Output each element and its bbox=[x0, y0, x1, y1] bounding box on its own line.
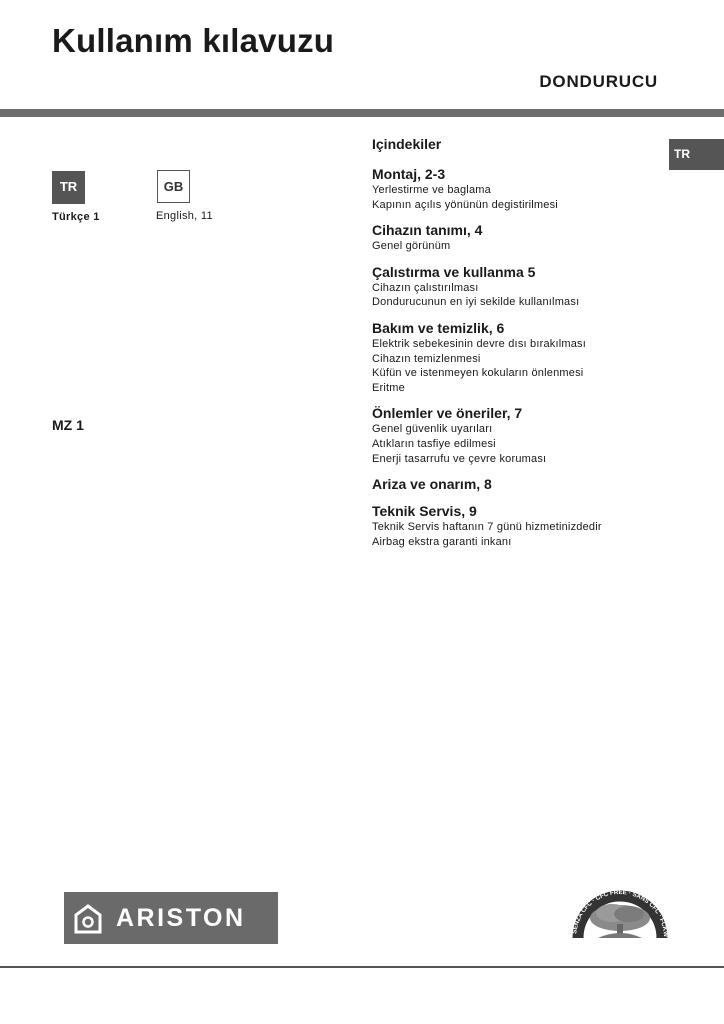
toc-item: Elektrik sebekesinin devre dısı bırakılması bbox=[372, 337, 587, 350]
cfc-free-badge bbox=[568, 876, 672, 946]
document-subtitle: DONDURUCU bbox=[539, 72, 658, 91]
model-label: MZ 1 bbox=[52, 417, 84, 433]
table-of-contents bbox=[372, 136, 692, 558]
cfc-free-tree-icon bbox=[568, 876, 672, 946]
toc-item: Teknik Servis haftanın 7 günü hizmetinizdedir bbox=[372, 521, 602, 534]
language-badge-tr: TR bbox=[52, 171, 85, 204]
toc-section-title: Çalıstırma ve kullanma 5 bbox=[372, 263, 536, 280]
document-title: Kullanım kılavuzu bbox=[52, 22, 335, 59]
header-divider bbox=[0, 109, 724, 117]
toc-item: Atıkların tasfiye edilmesi bbox=[372, 437, 496, 450]
toc-section bbox=[372, 475, 692, 493]
toc-section-title: Bakım ve temizlik, 6 bbox=[372, 319, 505, 336]
language-label-tr: Türkçe 1 bbox=[52, 211, 100, 223]
language-badge-gb: GB bbox=[157, 170, 190, 203]
toc-section-title: Cihazın tanımı, 4 bbox=[372, 222, 483, 239]
footer-divider bbox=[0, 966, 724, 968]
logo-wordmark: ARISTON bbox=[116, 904, 246, 932]
toc-item: Yerlestirme ve baglama bbox=[372, 184, 491, 196]
house-icon bbox=[74, 904, 102, 934]
toc-section-title: Ariza ve onarım, 8 bbox=[372, 476, 492, 493]
toc-section bbox=[372, 404, 692, 466]
toc-section bbox=[372, 165, 692, 212]
toc-section-title: Montaj, 2-3 bbox=[372, 166, 446, 182]
toc-section-title: Önlemler ve öneriler, 7 bbox=[372, 405, 523, 422]
toc-item: Genel görünüm bbox=[372, 240, 451, 253]
svg-text:SENZA CFC · CFC FREE · SANS CF: SENZA CFC · CFC FREE · SANS CFC · FCKW bbox=[571, 888, 670, 938]
toc-item: Enerji tasarrufu ve çevre koruması bbox=[372, 452, 547, 465]
toc-section bbox=[372, 221, 692, 254]
toc-section bbox=[372, 502, 692, 549]
toc-section-title: Teknik Servis, 9 bbox=[372, 503, 477, 520]
toc-item: Kapının açılıs yönünün degistirilmesi bbox=[372, 198, 558, 211]
toc-item: Cihazın temizlenmesi bbox=[372, 352, 481, 365]
ariston-logo bbox=[64, 892, 278, 944]
toc-item: Dondurucunun en iyi sekilde kullanılması bbox=[372, 296, 580, 309]
toc-section bbox=[372, 263, 692, 310]
toc-item: Küfün ve istenmeyen kokuların önlenmesi bbox=[372, 367, 584, 380]
toc-item: Genel güvenlik uyarıları bbox=[372, 423, 493, 436]
toc-item: Cihazın çalıstırılması bbox=[372, 281, 479, 294]
toc-section bbox=[372, 319, 692, 395]
language-side-tab: TR bbox=[669, 139, 724, 170]
language-label-gb: English, 11 bbox=[156, 210, 213, 222]
toc-heading: Içindekiler bbox=[372, 136, 442, 152]
toc-item: Airbag ekstra garanti inkanı bbox=[372, 535, 512, 548]
toc-item: Eritme bbox=[372, 381, 405, 394]
